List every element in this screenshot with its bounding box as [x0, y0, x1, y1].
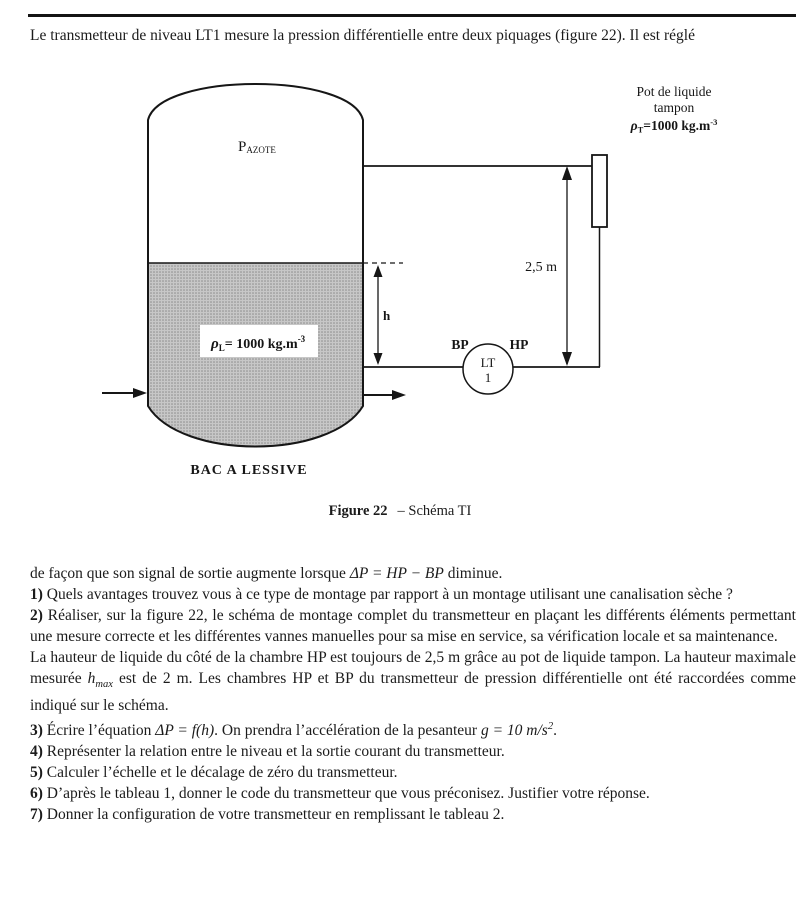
tank-gas-label: PAZOTE	[238, 139, 276, 155]
liquid-density-label: $\rho_L= 1000$ $kg.m^{-3}$	[211, 334, 306, 353]
bp-port-label: BP	[451, 337, 469, 352]
outflow-arrow	[363, 390, 406, 400]
level-height-arrow	[374, 265, 383, 365]
top-horizontal-rule	[28, 14, 796, 17]
question-6: 6) D’après le tableau 1, donner le code du transmetteur que vous préconisez. Justifier votre réponse.	[30, 785, 650, 803]
pot-height-arrow	[562, 166, 572, 366]
hp-port-label: HP	[509, 337, 529, 352]
svg-text:Pot de liquide: Pot de liquide	[636, 84, 712, 99]
figure-22-diagram	[0, 70, 800, 480]
transmitter-tag: LT	[480, 355, 496, 370]
tank-caption: BAC A LESSIVE	[190, 463, 308, 478]
intro-text: Le transmetteur de niveau LT1 mesure la pression différentielle entre deux piquages (figure 22). Il est réglé	[30, 27, 695, 44]
figure-caption-title: – Schéma TI	[397, 503, 472, 519]
question-3: 3) Écrire l’équation ΔP = f(h). On prendra l’accélération de la pesanteur g = 10 $m/s^2$.	[30, 721, 557, 740]
inflow-arrow	[102, 388, 147, 398]
question-7: 7) Donner la configuration de votre transmetteur en remplissant le tableau 2.	[30, 806, 505, 824]
buffer-pot-label	[630, 84, 718, 135]
dim-2-5m-label: 2,5 m	[525, 260, 557, 275]
question-4: 4) Représenter la relation entre le niveau et la sortie courant du transmetteur.	[30, 743, 505, 761]
paragraph-intro-continued: de façon que son signal de sortie augmente lorsque ΔP = HP − BP diminue.	[30, 565, 503, 582]
question-2: 2) Réaliser, sur la figure 22, le schéma de montage complet du transmetteur en plaçant les différents éléments permettant une mesure correcte et les différentes vannes manuelles pour sa mise en service, sa vérification locale et sa maintenance.	[30, 607, 796, 645]
intro-paragraph	[30, 26, 796, 46]
figure-caption	[0, 503, 800, 520]
paragraph-context: La hauteur de liquide du côté de la chambre HP est toujours de 2,5 m grâce au pot de liquide tampon. La hauteur maximale mesurée $h_{max}$ est de 2 m. Les chambres HP et BP du transmetteur de pression différentielle ont été raccordées comme indiqué sur le schéma.	[30, 649, 797, 715]
transmitter-number: 1	[484, 370, 492, 385]
dim-h-label: h	[383, 308, 391, 323]
body-text	[30, 563, 796, 825]
pot-density-label: ρT=1000 $kg.m^{-3}$	[630, 117, 718, 135]
svg-text:tampon: tampon	[653, 100, 695, 115]
figure-caption-number: Figure 22	[328, 503, 388, 519]
question-1: 1) Quels avantages trouvez vous à ce type de montage par rapport à un montage utilisant une canalisation sèche ?	[30, 586, 733, 603]
buffer-pot	[592, 155, 607, 227]
question-5: 5) Calculer l’échelle et le décalage de zéro du transmetteur.	[30, 764, 398, 782]
ti-schematic-svg	[0, 70, 800, 480]
